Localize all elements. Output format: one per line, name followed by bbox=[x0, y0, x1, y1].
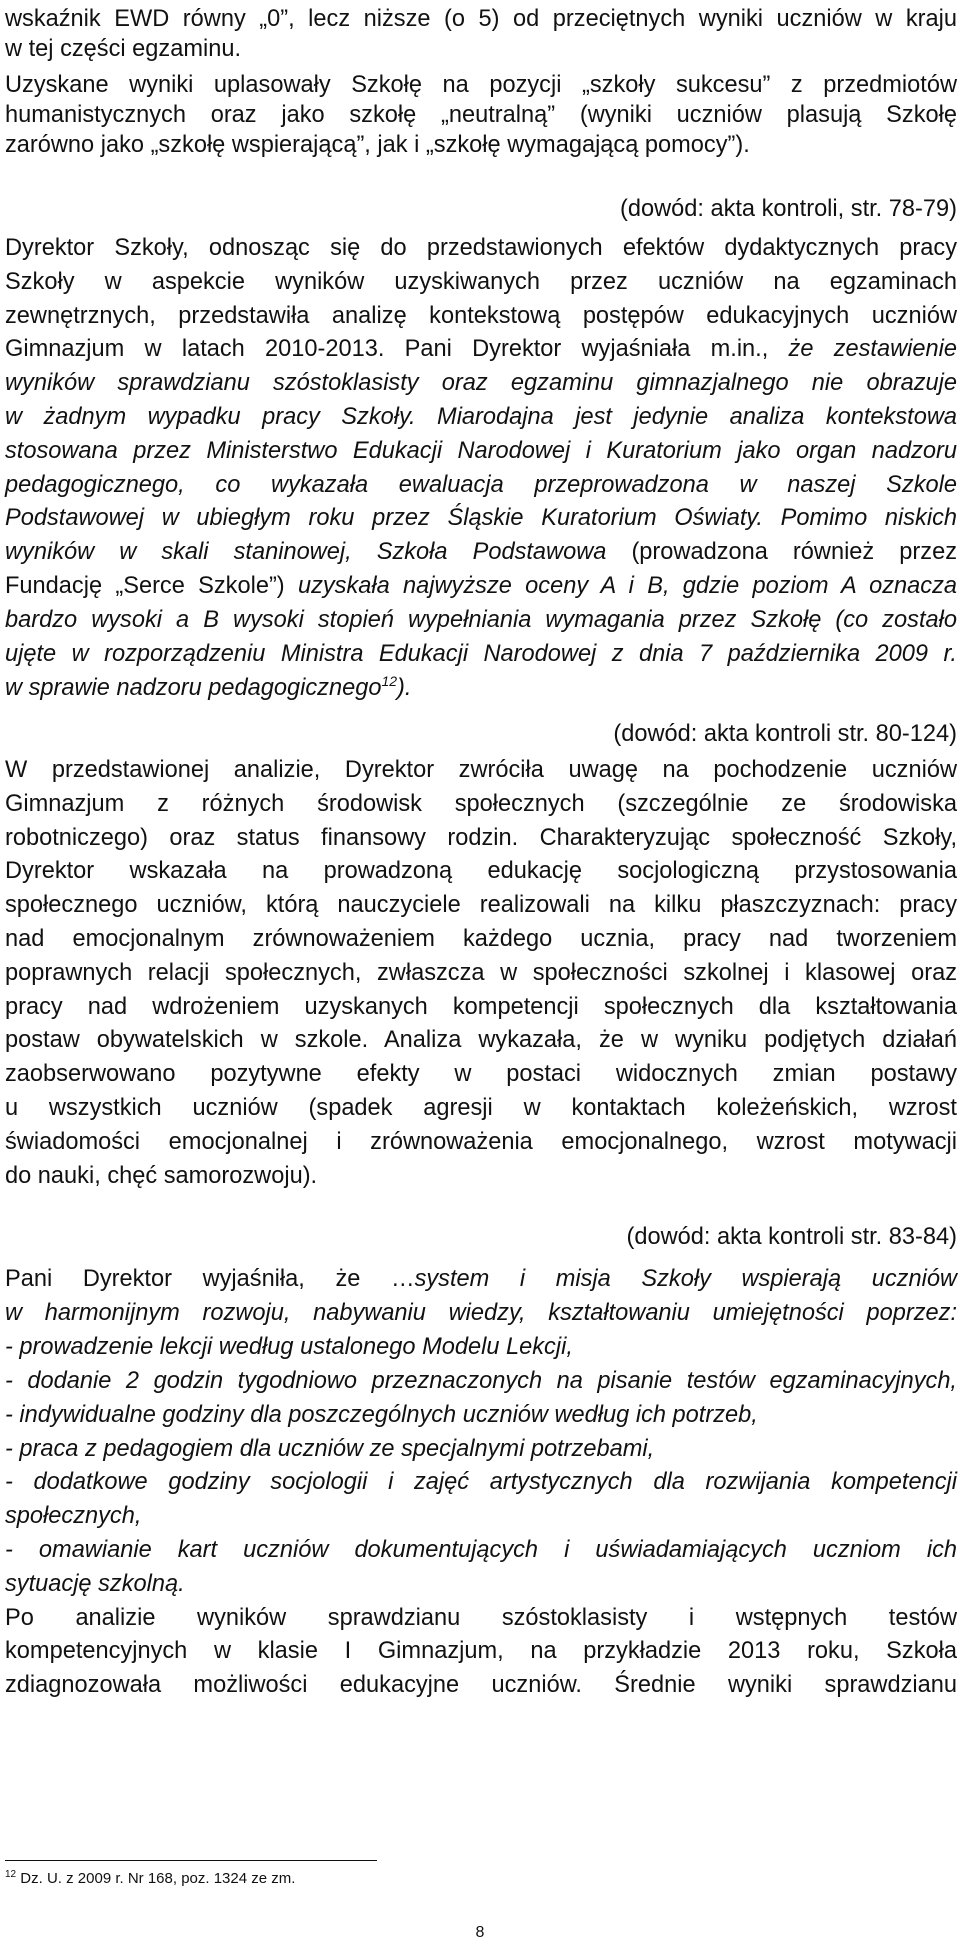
italic-text-run: że zestawienie bbox=[788, 336, 957, 362]
footnote bbox=[5, 1868, 295, 1890]
text-line: w harmonijnym rozwoju, nabywaniu wiedzy, kształtowaniu umiejętności poprzez: bbox=[5, 1300, 957, 1326]
text-line bbox=[5, 534, 957, 570]
list-item-continuation: społecznych, bbox=[5, 1503, 142, 1529]
text-line bbox=[5, 670, 957, 706]
footnote-text: Dz. U. z 2009 r. Nr 168, poz. 1324 ze zm. bbox=[16, 1870, 296, 1887]
text-line bbox=[5, 1261, 957, 1297]
text-line: kompetencyjnych w klasie I Gimnazjum, na przykładzie 2013 roku, Szkoła bbox=[5, 1638, 957, 1664]
list-item-continuation: sytuację szkolną. bbox=[5, 1571, 185, 1597]
text-line: wskaźnik EWD równy „0”, lecz niższe (o 5) od przeciętnych wyniki uczniów w kraju bbox=[5, 6, 957, 32]
list-item: - praca z pedagogiem dla uczniów ze specjalnymi potrzebami, bbox=[5, 1436, 655, 1462]
page-number: 8 bbox=[475, 1924, 485, 1941]
evidence-reference: (dowód: akta kontroli str. 83-84) bbox=[626, 1224, 957, 1250]
text-line: Gimnazjum z różnych środowisk społecznych (szczególnie ze środowiska bbox=[5, 791, 957, 817]
evidence-reference: (dowód: akta kontroli str. 80-124) bbox=[613, 721, 957, 747]
footnote-separator bbox=[5, 1860, 377, 1861]
text-line: W przedstawionej analizie, Dyrektor zwróciła uwagę na pochodzenie uczniów bbox=[5, 757, 957, 783]
text-run: w sprawie nadzoru pedagogicznego bbox=[5, 675, 382, 701]
text-line: w tej części egzaminu. bbox=[5, 36, 242, 62]
text-line: humanistycznych oraz jako szkołę „neutralną” (wyniki uczniów plasują Szkołę bbox=[5, 102, 957, 128]
text-line: pracy nad wdrożeniem uzyskanych kompetencji społecznych dla kształtowania bbox=[5, 994, 957, 1020]
text-line: Po analizie wyników sprawdzianu szóstoklasisty i wstępnych testów bbox=[5, 1605, 957, 1631]
text-run: Gimnazjum w latach 2010-2013. Pani Dyrektor wyjaśniała m.in., bbox=[5, 336, 789, 362]
text-line: postaw obywatelskich w szkole. Analiza wykazała, że w wyniku podjętych działań bbox=[5, 1027, 957, 1053]
text-line: zdiagnozowała możliwości edukacyjne uczniów. Średnie wyniki sprawdzianu bbox=[5, 1672, 957, 1698]
text-line: zaobserwowano pozytywne efekty w postaci widocznych zmian postawy bbox=[5, 1061, 957, 1087]
footnote-number: 12 bbox=[5, 1869, 17, 1880]
text-line: poprawnych relacji społecznych, zwłaszcza w społeczności szkolnej i klasowej oraz bbox=[5, 960, 957, 986]
text-line: ujęte w rozporządzeniu Ministra Edukacji Narodowej z dnia 7 października 2009 r. bbox=[5, 641, 957, 667]
text-line: Podstawowej w ubiegłym roku przez Śląskie Kuratorium Oświaty. Pomimo niskich bbox=[5, 505, 957, 531]
list-item: - indywidualne godziny dla poszczególnych uczniów według ich potrzeb, bbox=[5, 1402, 758, 1428]
text-line: robotniczego) oraz status finansowy rodzin. Charakteryzując społeczność Szkoły, bbox=[5, 825, 957, 851]
text-run: (prowadzona również przez bbox=[631, 539, 957, 565]
text-line: Dyrektor Szkoły, odnosząc się do przedstawionych efektów dydaktycznych pracy bbox=[5, 235, 957, 261]
text-line: Uzyskane wyniki uplasowały Szkołę na pozycji „szkoły sukcesu” z przedmiotów bbox=[5, 72, 957, 98]
list-item: - dodanie 2 godzin tygodniowo przeznaczonych na pisanie testów egzaminacyjnych, bbox=[5, 1368, 957, 1394]
text-line: społecznego uczniów, którą nauczyciele realizowali na kilku płaszczyznach: pracy bbox=[5, 892, 957, 918]
text-line: zarówno jako „szkołę wspierającą”, jak i „szkołę wymagającą pomocy”). bbox=[5, 132, 750, 158]
text-line: zewnętrznych, przedstawiła analizę kontekstową postępów edukacyjnych uczniów bbox=[5, 303, 957, 329]
italic-text-run: system i misja Szkoły wspierają uczniów bbox=[414, 1266, 957, 1292]
italic-text-run: wyników w skali staninowej, Szkoła Podstawowa bbox=[5, 539, 632, 565]
text-line: pedagogicznego, co wykazała ewaluacja przeprowadzona w naszej Szkole bbox=[5, 472, 957, 498]
list-item: - prowadzenie lekcji według ustalonego Modelu Lekcji, bbox=[5, 1334, 573, 1360]
text-line: do nauki, chęć samorozwoju). bbox=[5, 1163, 318, 1189]
footnote-marker: 12 bbox=[381, 673, 398, 690]
text-line: bardzo wysoki a B wysoki stopień wypełniania wymagania przez Szkołę (co zostało bbox=[5, 607, 957, 633]
text-line: w żadnym wypadku pracy Szkoły. Miarodajna jest jedynie analiza kontekstowa bbox=[5, 404, 957, 430]
italic-text-run: uzyskała najwyższe oceny A i B, gdzie poziom A oznacza bbox=[297, 573, 957, 599]
text-line: stosowana przez Ministerstwo Edukacji Narodowej i Kuratorium jako organ nadzoru bbox=[5, 438, 957, 464]
text-line: Szkoły w aspekcie wyników uzyskiwanych przez uczniów na egzaminach bbox=[5, 269, 957, 295]
text-line: u wszystkich uczniów (spadek agresji w kontaktach koleżeńskich, wzrost bbox=[5, 1095, 957, 1121]
text-run: Fundację „Serce Szkole”) bbox=[5, 573, 298, 599]
text-line: nad emocjonalnym zrównoważeniem każdego ucznia, pracy nad tworzeniem bbox=[5, 926, 957, 952]
text-line: świadomości emocjonalnej i zrównoważenia emocjonalnego, wzrost motywacji bbox=[5, 1129, 957, 1155]
text-run: ). bbox=[397, 675, 412, 701]
list-item: - omawianie kart uczniów dokumentujących i uświadamiających uczniom ich bbox=[5, 1537, 957, 1563]
text-line: Dyrektor wskazała na prowadzoną edukację socjologiczną przystosowania bbox=[5, 858, 957, 884]
text-line bbox=[5, 568, 957, 604]
text-run: Pani Dyrektor wyjaśniła, że … bbox=[5, 1266, 415, 1292]
text-line bbox=[5, 331, 957, 367]
text-line: wyników sprawdzianu szóstoklasisty oraz egzaminu gimnazjalnego nie obrazuje bbox=[5, 370, 957, 396]
evidence-reference: (dowód: akta kontroli, str. 78-79) bbox=[619, 196, 957, 222]
list-item: - dodatkowe godziny socjologii i zajęć artystycznych dla rozwijania kompetencji bbox=[5, 1469, 957, 1495]
